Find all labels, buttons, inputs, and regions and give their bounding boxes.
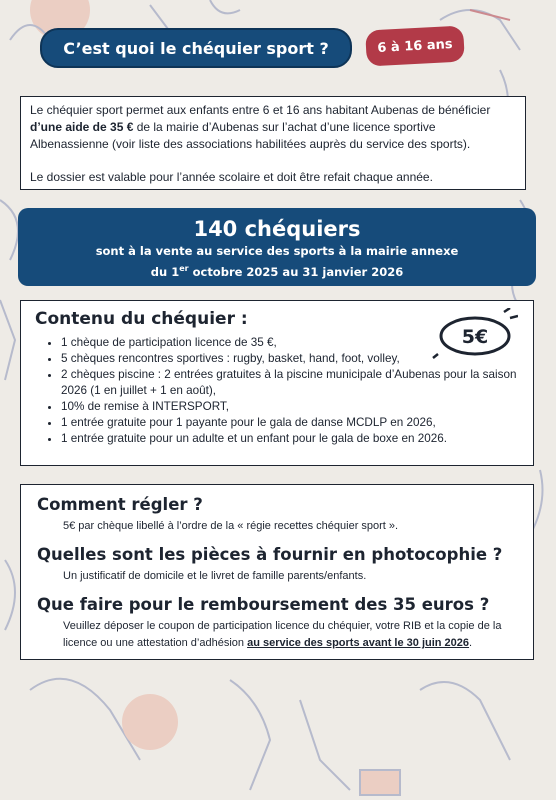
intro-line-2: de la mairie d’Aubenas sur l’achat d’une licence sportive xyxy=(133,120,436,134)
faq-answer-documents: Un justificatif de domicile et le livret de famille parents/enfants. xyxy=(63,570,367,582)
faq-answer-refund: Veuillez déposer le coupon de participation licence du chéquier, votre RIB et la copie de la licence ou une attestation d’adhésion au service des sports avant le 30 juin 2026. xyxy=(63,620,502,649)
list-item: • 1 chèque de participation licence de 35 €, xyxy=(61,335,519,351)
list-item: • 10% de remise à INTERSPORT, xyxy=(61,399,519,415)
list-item: • 2 chèques piscine : 2 entrées gratuites à la piscine municipale d’Aubenas pour la saison 2026 (1 en juillet + 1 en août), xyxy=(61,367,519,399)
intro-line-1: Le chéquier sport permet aux enfants entre 6 et 16 ans habitant Aubenas de bénéficier xyxy=(30,103,491,117)
price-badge xyxy=(432,308,518,360)
faq-heading-refund: Que faire pour le remboursement des 35 euros ? xyxy=(37,595,490,614)
list-item: • 1 entrée gratuite pour un adulte et un enfant pour le gala de boxe en 2026. xyxy=(61,431,519,447)
banner-dates: du 1er octobre 2025 au 31 janvier 2026 xyxy=(150,264,404,279)
banner-line-1: sont à la vente au service des sports à la mairie annexe xyxy=(95,244,459,258)
faq-section xyxy=(20,484,534,660)
dancer-illustration xyxy=(230,680,270,790)
intro-text xyxy=(30,102,516,153)
faq-heading-documents: Quelles sont les pièces à fournir en photocophie ? xyxy=(37,545,503,564)
intro-aid-amount: d’une aide de 35 € xyxy=(30,120,134,134)
refund-deadline: au service des sports avant le 30 juin 2026 xyxy=(247,637,470,649)
banner-headline: 140 chéquiers xyxy=(193,217,361,241)
page-title: C’est quoi le chéquier sport ? xyxy=(40,28,352,68)
intro-validity: Le dossier est valable pour l’année scolaire et doit être refait chaque année. xyxy=(30,170,433,184)
contenu-heading: Contenu du chéquier : xyxy=(35,309,248,329)
faq-answer-payment: 5€ par chèque libellé à l’ordre de la « régie recettes chéquier sport ». xyxy=(63,520,399,532)
price-badge-text: 5€ xyxy=(461,326,489,348)
sales-banner xyxy=(18,208,536,286)
age-badge: 6 à 16 ans xyxy=(365,25,465,66)
list-item: • 5 chèques rencontres sportives : rugby, basket, hand, foot, volley, xyxy=(61,351,519,367)
intro-line-3: Albenassienne (voir liste des associations habilitées auprès du service des sports). xyxy=(30,137,471,151)
faq-heading-payment: Comment régler ? xyxy=(37,495,203,514)
intro-box xyxy=(20,96,526,190)
list-item: • 1 entrée gratuite pour 1 payante pour le gala de danse MCDLP en 2026, xyxy=(61,415,519,431)
